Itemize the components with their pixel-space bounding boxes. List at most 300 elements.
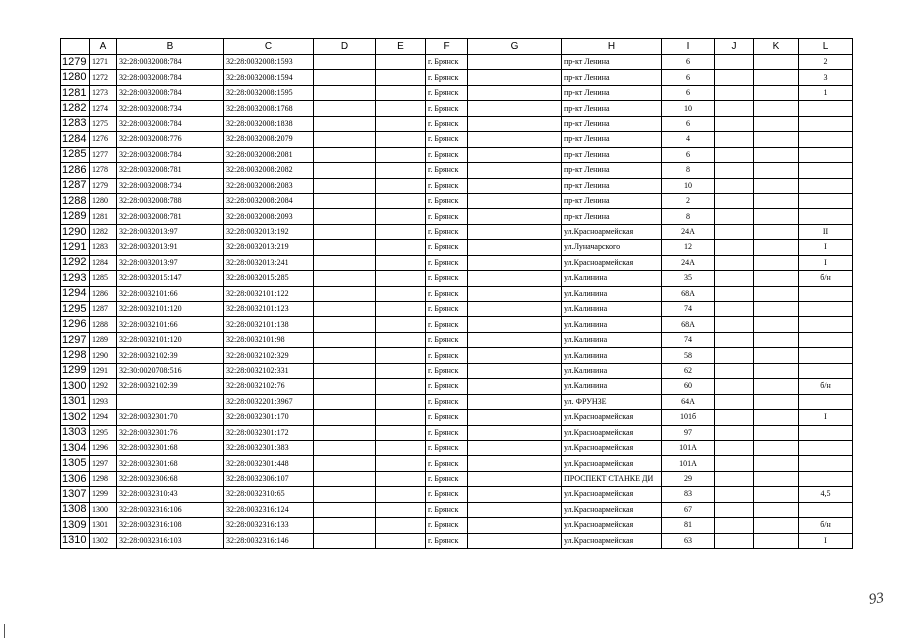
table-row [61,255,853,270]
column-header-k: K [754,39,799,55]
row-number: 1297 [61,332,90,347]
cell-j [715,332,754,347]
cell-d [314,116,376,131]
cell-c: 32:28:0032316:124 [224,502,314,517]
cell-d [314,271,376,286]
cell-j [715,518,754,533]
cell-i: 35 [662,271,715,286]
cell-e [376,410,426,425]
cell-h: ул.Красноармейская [562,255,662,270]
cell-d [314,255,376,270]
cell-b: 32:28:0032102:39 [117,348,224,363]
cell-j [715,502,754,517]
cell-g [468,193,562,208]
cell-a: 1286 [90,286,117,301]
cell-f: г. Брянск [426,410,468,425]
cell-h: пр-кт Ленина [562,116,662,131]
cell-f: г. Брянск [426,471,468,486]
cell-b: 32:28:0032008:784 [117,116,224,131]
cell-a: 1300 [90,502,117,517]
row-number: 1290 [61,224,90,239]
cell-i: 101А [662,456,715,471]
row-number: 1298 [61,348,90,363]
cell-j [715,348,754,363]
table-row [61,533,853,548]
cell-j [715,286,754,301]
cell-b: 32:28:0032101:120 [117,302,224,317]
cell-i: 8 [662,163,715,178]
cell-c: 32:28:0032101:122 [224,286,314,301]
cell-f: г. Брянск [426,240,468,255]
cell-g [468,471,562,486]
cell-i: 74 [662,332,715,347]
cell-h: пр-кт Ленина [562,132,662,147]
cell-d [314,209,376,224]
cell-g [468,132,562,147]
cell-b: 32:28:0032008:784 [117,55,224,70]
cell-k [754,271,799,286]
table-row [61,70,853,85]
row-number: 1310 [61,533,90,548]
column-header-i: I [662,39,715,55]
cell-f: г. Брянск [426,302,468,317]
cell-j [715,163,754,178]
cell-l: б/н [799,518,853,533]
cell-a: 1285 [90,271,117,286]
table-row [61,178,853,193]
cell-j [715,533,754,548]
cell-i: 10 [662,101,715,116]
cell-l: 1 [799,85,853,100]
cell-i: 12 [662,240,715,255]
cell-i: 58 [662,348,715,363]
cell-a: 1296 [90,440,117,455]
row-number: 1301 [61,394,90,409]
cell-d [314,302,376,317]
cell-c: 32:28:0032008:2084 [224,193,314,208]
cell-h: ул.Калинина [562,271,662,286]
cell-k [754,132,799,147]
cell-i: 97 [662,425,715,440]
column-header-b: B [117,39,224,55]
cell-e [376,394,426,409]
cell-c: 32:28:0032008:2083 [224,178,314,193]
cell-f: г. Брянск [426,317,468,332]
cell-k [754,209,799,224]
cell-e [376,440,426,455]
cell-i: 24А [662,255,715,270]
cell-h: ул.Калинина [562,286,662,301]
table-row [61,193,853,208]
cell-e [376,271,426,286]
cell-a: 1287 [90,302,117,317]
cell-e [376,70,426,85]
cell-g [468,348,562,363]
cell-l: II [799,224,853,239]
cell-h: ул.Красноармейская [562,224,662,239]
cell-c: 32:28:0032008:1594 [224,70,314,85]
cell-a: 1284 [90,255,117,270]
cell-e [376,224,426,239]
cell-f: г. Брянск [426,209,468,224]
row-number: 1285 [61,147,90,162]
cell-e [376,85,426,100]
cell-g [468,163,562,178]
cell-j [715,363,754,378]
corner-header [61,39,90,55]
cell-i: 64А [662,394,715,409]
cell-e [376,379,426,394]
cell-l: I [799,533,853,548]
cell-c: 32:28:0032301:448 [224,456,314,471]
cell-j [715,85,754,100]
cell-c: 32:28:0032316:133 [224,518,314,533]
cell-i: 83 [662,487,715,502]
cell-c: 32:28:0032013:241 [224,255,314,270]
cell-l: б/н [799,379,853,394]
cell-d [314,518,376,533]
cell-k [754,317,799,332]
cell-h: ул.Калинина [562,363,662,378]
cell-e [376,332,426,347]
row-number: 1294 [61,286,90,301]
cell-i: 6 [662,70,715,85]
cell-k [754,163,799,178]
cell-e [376,209,426,224]
cell-f: г. Брянск [426,425,468,440]
cell-j [715,224,754,239]
table-row [61,271,853,286]
cell-l [799,394,853,409]
cell-j [715,271,754,286]
cell-k [754,348,799,363]
cell-e [376,456,426,471]
cell-b: 32:28:0032008:781 [117,163,224,178]
cell-l [799,332,853,347]
cell-e [376,348,426,363]
cell-c: 32:28:0032008:1593 [224,55,314,70]
cell-a: 1298 [90,471,117,486]
cell-k [754,456,799,471]
cell-c: 32:28:0032008:2081 [224,147,314,162]
cell-d [314,147,376,162]
table-row [61,425,853,440]
cell-f: г. Брянск [426,518,468,533]
cell-c: 32:28:0032316:146 [224,533,314,548]
cell-i: 8 [662,209,715,224]
table-row [61,240,853,255]
cell-d [314,224,376,239]
cell-a: 1279 [90,178,117,193]
cell-d [314,240,376,255]
cell-l: I [799,410,853,425]
cell-c: 32:28:0032306:107 [224,471,314,486]
cell-a: 1275 [90,116,117,131]
cell-b: 32:28:0032102:39 [117,379,224,394]
cell-k [754,55,799,70]
cell-a: 1302 [90,533,117,548]
column-header-h: H [562,39,662,55]
cell-c: 32:28:0032008:1595 [224,85,314,100]
cell-i: 74 [662,302,715,317]
cell-d [314,85,376,100]
table-row [61,101,853,116]
cell-e [376,255,426,270]
cell-b: 32:28:0032013:91 [117,240,224,255]
row-number: 1281 [61,85,90,100]
cell-k [754,332,799,347]
row-number: 1307 [61,487,90,502]
cell-f: г. Брянск [426,271,468,286]
cell-e [376,178,426,193]
cell-b: 32:28:0032008:734 [117,178,224,193]
cell-l [799,178,853,193]
cell-g [468,55,562,70]
cell-f: г. Брянск [426,116,468,131]
cell-a: 1301 [90,518,117,533]
table-row [61,518,853,533]
cell-h: ул.Калинина [562,379,662,394]
cell-k [754,502,799,517]
cell-h: пр-кт Ленина [562,193,662,208]
cell-i: 81 [662,518,715,533]
cell-l [799,348,853,363]
cell-f: г. Брянск [426,332,468,347]
cell-b: 32:30:0020708:516 [117,363,224,378]
cell-d [314,533,376,548]
cell-g [468,456,562,471]
cell-k [754,178,799,193]
cell-j [715,410,754,425]
cell-d [314,456,376,471]
table-row [61,410,853,425]
cell-i: 68А [662,317,715,332]
cell-l [799,302,853,317]
cell-d [314,70,376,85]
cell-g [468,394,562,409]
cell-f: г. Брянск [426,178,468,193]
table-row [61,147,853,162]
row-number: 1283 [61,116,90,131]
cell-e [376,317,426,332]
cell-b: 32:28:0032316:103 [117,533,224,548]
cell-g [468,70,562,85]
column-header-f: F [426,39,468,55]
scan-edge-mark [4,624,5,638]
cell-b: 32:28:0032306:68 [117,471,224,486]
table-row [61,332,853,347]
cell-c: 32:28:0032013:192 [224,224,314,239]
cell-g [468,410,562,425]
cell-k [754,101,799,116]
cell-d [314,425,376,440]
cell-b: 32:28:0032316:108 [117,518,224,533]
table-row [61,286,853,301]
cell-j [715,55,754,70]
cell-h: ул.Калинина [562,332,662,347]
cell-b: 32:28:0032013:97 [117,224,224,239]
cell-a: 1288 [90,317,117,332]
cell-h: ул.Красноармейская [562,440,662,455]
cell-e [376,147,426,162]
cell-g [468,533,562,548]
cell-i: 68А [662,286,715,301]
cell-d [314,317,376,332]
cell-d [314,101,376,116]
cell-l [799,363,853,378]
cell-e [376,286,426,301]
table-row [61,471,853,486]
column-header-c: C [224,39,314,55]
table-row [61,394,853,409]
cell-e [376,163,426,178]
cell-b: 32:28:0032310:43 [117,487,224,502]
cell-g [468,116,562,131]
cell-l [799,440,853,455]
row-number: 1280 [61,70,90,85]
cell-g [468,332,562,347]
cell-c: 32:28:0032008:2082 [224,163,314,178]
table-row [61,502,853,517]
cell-d [314,348,376,363]
cell-g [468,302,562,317]
cell-e [376,487,426,502]
cell-j [715,394,754,409]
cell-e [376,240,426,255]
cell-f: г. Брянск [426,70,468,85]
cell-a: 1280 [90,193,117,208]
cell-e [376,518,426,533]
cell-k [754,116,799,131]
cell-k [754,286,799,301]
cell-j [715,70,754,85]
cell-l [799,193,853,208]
cell-k [754,147,799,162]
cell-b: 32:28:0032101:66 [117,286,224,301]
cell-j [715,193,754,208]
spreadsheet-table [60,38,853,549]
row-number: 1287 [61,178,90,193]
cell-i: 2 [662,193,715,208]
table-row [61,209,853,224]
cell-i: 24А [662,224,715,239]
cell-i: 10 [662,178,715,193]
cell-b: 32:28:0032008:784 [117,85,224,100]
cell-f: г. Брянск [426,85,468,100]
row-number: 1305 [61,456,90,471]
cell-h: ул.Красноармейская [562,410,662,425]
cell-c: 32:28:0032008:1768 [224,101,314,116]
cell-j [715,178,754,193]
cell-j [715,209,754,224]
cell-a: 1292 [90,379,117,394]
cell-b: 32:28:0032008:784 [117,70,224,85]
cell-g [468,363,562,378]
cell-l [799,163,853,178]
cell-d [314,487,376,502]
cell-i: 60 [662,379,715,394]
cell-d [314,332,376,347]
cell-l [799,132,853,147]
column-header-l: L [799,39,853,55]
cell-h: ул. ФРУНЗЕ [562,394,662,409]
cell-a: 1281 [90,209,117,224]
cell-d [314,471,376,486]
cell-h: пр-кт Ленина [562,163,662,178]
cell-h: пр-кт Ленина [562,209,662,224]
cell-c: 32:28:0032101:138 [224,317,314,332]
cell-l: 4,5 [799,487,853,502]
cell-d [314,410,376,425]
cell-a: 1290 [90,348,117,363]
cell-a: 1274 [90,101,117,116]
cell-h: ул.Калинина [562,348,662,363]
cell-k [754,394,799,409]
cell-g [468,240,562,255]
cell-a: 1283 [90,240,117,255]
cell-g [468,255,562,270]
cell-f: г. Брянск [426,55,468,70]
cell-l [799,101,853,116]
cell-g [468,502,562,517]
column-header-a: A [90,39,117,55]
cell-f: г. Брянск [426,487,468,502]
cell-d [314,502,376,517]
cell-h: ул.Красноармейская [562,425,662,440]
table-row [61,363,853,378]
cell-e [376,302,426,317]
cell-k [754,224,799,239]
cell-g [468,487,562,502]
cell-j [715,317,754,332]
cell-j [715,471,754,486]
cell-i: 101б [662,410,715,425]
cell-h: ул.Красноармейская [562,533,662,548]
row-number: 1293 [61,271,90,286]
cell-i: 62 [662,363,715,378]
cell-a: 1295 [90,425,117,440]
cell-k [754,440,799,455]
cell-h: ул.Красноармейская [562,456,662,471]
cell-b: 32:28:0032301:70 [117,410,224,425]
cell-i: 4 [662,132,715,147]
cell-j [715,116,754,131]
cell-a: 1293 [90,394,117,409]
row-number: 1288 [61,193,90,208]
cell-h: ул.Калинина [562,317,662,332]
cell-a: 1282 [90,224,117,239]
row-number: 1302 [61,410,90,425]
cell-l [799,286,853,301]
row-number: 1299 [61,363,90,378]
cell-l [799,425,853,440]
cell-h: ул.Красноармейская [562,502,662,517]
cell-b: 32:28:0032015:147 [117,271,224,286]
cell-c: 32:28:0032102:331 [224,363,314,378]
cell-a: 1289 [90,332,117,347]
cell-f: г. Брянск [426,440,468,455]
cell-d [314,440,376,455]
cell-k [754,240,799,255]
column-header-row [61,39,853,55]
cell-g [468,286,562,301]
cell-a: 1271 [90,55,117,70]
cell-g [468,178,562,193]
cell-k [754,533,799,548]
cell-f: г. Брянск [426,502,468,517]
cell-f: г. Брянск [426,132,468,147]
cell-k [754,70,799,85]
